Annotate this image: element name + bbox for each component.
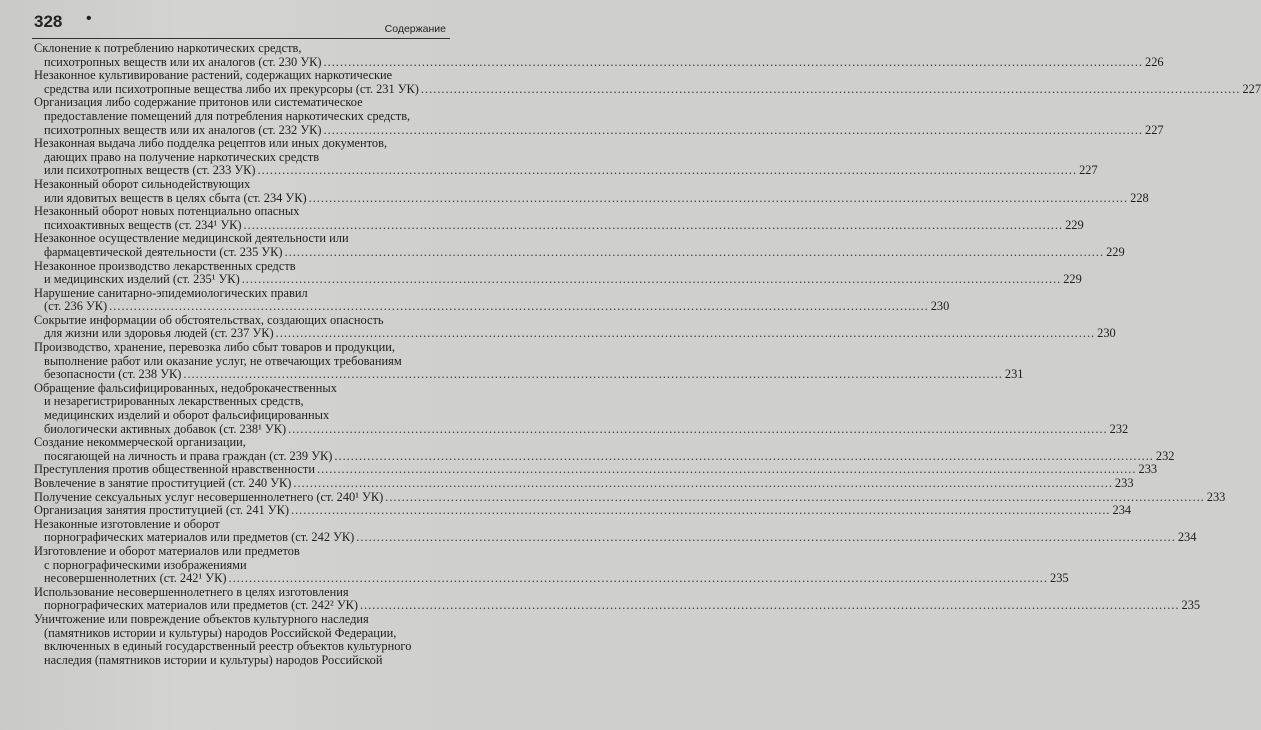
toc-entry-text: Изготовление и оборот материалов или предметов (34, 543, 300, 558)
toc-page-number: 232 (1109, 421, 1129, 436)
toc-page-number: 228 (1130, 190, 1149, 205)
toc-entry-text: посягающей на личность и права граждан (ст. 239 УК) (44, 448, 333, 463)
toc-entry-text: Незаконная выдача либо подделка рецептов или иных документов, (34, 136, 388, 151)
toc-entry-text: (памятников истории и культуры) народов Российской Федерации, (44, 625, 397, 640)
toc-entry-text: порнографических материалов или предметов (ст. 242 УК) (44, 530, 355, 545)
toc-entry-text: Вовлечение в занятие проституцией (ст. 240 УК) (34, 476, 292, 490)
toc-entry (34, 136, 1098, 178)
toc-page-number: 233 (1138, 462, 1158, 477)
toc-entry-text: Создание некоммерческой организации, (34, 435, 246, 450)
dot-leader: ........................................................................................................................................................................................................ (385, 489, 1205, 504)
toc-entry-text: медицинских изделий и оборот фальсифицированных (44, 408, 330, 423)
dot-leader: ........................................................................................................................................................................................................ (293, 476, 1113, 490)
dot-leader: ........................................................................................................................................................................................................ (275, 326, 1096, 341)
toc-entry-text: Склонение к потреблению наркотических средств, (34, 41, 302, 55)
toc-entry-text: и медицинских изделий (ст. 235¹ УК) (44, 272, 240, 287)
toc-entry (34, 613, 444, 667)
toc-page-number: 230 (930, 299, 950, 314)
header-bullet: • (86, 10, 92, 27)
toc-page-number: 227 (1242, 81, 1261, 96)
dot-leader: ........................................................................................................................................................................................................ (243, 217, 1064, 232)
toc-entry-text: Уничтожение или повреждение объектов культурного наследия (34, 611, 369, 626)
page-number: 328 (34, 12, 63, 31)
toc-entry-text: выполнение работ или оказание услуг, не отвечающих требованиям (44, 353, 402, 368)
toc-page-number: 227 (1079, 163, 1098, 178)
toc-entry (34, 68, 1261, 96)
dot-leader: ........................................................................................................................................................................................................ (290, 503, 1111, 518)
toc-entry (34, 340, 1024, 382)
toc-entry (34, 258, 1082, 287)
header-rule (32, 38, 450, 39)
toc-entry-text: или ядовитых веществ в целях сбыта (ст. 234 УК) (44, 190, 307, 205)
dot-leader: ........................................................................................................................................................................................................ (109, 299, 929, 314)
toc-entry-text: порнографических материалов или предметов (ст. 242² УК) (44, 598, 358, 613)
toc-entry-text: и незарегистрированных лекарственных средств, (44, 394, 304, 409)
dot-leader: ........................................................................................................................................................................................................ (316, 462, 1137, 477)
toc-entry (34, 462, 1158, 477)
toc-entry-text: Организация занятия проституцией (ст. 241 УК) (34, 503, 289, 518)
toc-entry-text: Незаконный оборот новых потенциально опасных (34, 204, 300, 219)
toc-page-number: 229 (1106, 244, 1125, 259)
toc-entry-text: психотропных веществ или их аналогов (ст. 232 УК) (44, 122, 322, 137)
toc-entry (34, 312, 1116, 341)
toc-entry-text: безопасности (ст. 238 УК) (44, 367, 182, 382)
toc-entry-text: Незаконные изготовление и оборот (34, 516, 220, 531)
toc-page-number: 233 (1206, 489, 1226, 504)
dot-leader: ........................................................................................................................................................................................................ (420, 81, 1241, 96)
toc-entry (34, 584, 1201, 613)
toc-entry-text: или психотропных веществ (ст. 233 УК) (44, 163, 256, 178)
toc-page-number: 229 (1065, 217, 1084, 232)
toc-entry-text: Незаконное осуществление медицинской деятельности или (34, 231, 349, 246)
toc-entry-text: Преступления против общественной нравственности (34, 462, 315, 477)
table-of-contents (34, 41, 1261, 667)
dot-leader: ........................................................................................................................................................................................................ (356, 530, 1176, 545)
toc-page-number: 226 (1145, 54, 1164, 69)
dot-leader: ........................................................................................................................................................................................................ (228, 571, 1048, 586)
page-header (0, 0, 450, 40)
toc-entry-text: наследия (памятников истории и культуры) народов Российской (44, 652, 383, 667)
dot-leader: ........................................................................................................................................................................................................ (360, 598, 1180, 613)
toc-entry-text: Незаконное культивирование растений, содержащих наркотические (34, 68, 393, 83)
toc-entry-text: предоставление помещений для потребления наркотических средств, (44, 108, 411, 123)
toc-page-number: 231 (1004, 367, 1024, 382)
toc-entry (34, 41, 1164, 69)
toc-page-number: 234 (1177, 530, 1197, 545)
toc-page-number: 230 (1097, 326, 1116, 341)
toc-page-number: 235 (1050, 571, 1069, 586)
dot-leader: ........................................................................................................................................................................................................ (183, 367, 1003, 382)
dot-leader: ........................................................................................................................................................................................................ (334, 448, 1154, 463)
toc-entry (34, 543, 1069, 586)
toc-entry-text: дающих право на получение наркотических средств (44, 149, 320, 164)
toc-page-number: 229 (1063, 272, 1082, 287)
toc-entry (34, 435, 1175, 463)
toc-entry-text: Обращение фальсифицированных, недоброкачественных (34, 380, 337, 395)
toc-entry (34, 380, 1129, 436)
dot-leader: ........................................................................................................................................................................................................ (257, 163, 1078, 178)
toc-entry (34, 516, 1197, 545)
toc-entry-text: Нарушение санитарно-эпидемиологических правил (34, 285, 308, 300)
toc-page-number: 232 (1155, 448, 1175, 463)
dot-leader: ........................................................................................................................................................................................................ (323, 122, 1144, 137)
toc-entry (34, 285, 950, 314)
dot-leader: ........................................................................................................................................................................................................ (241, 272, 1062, 287)
toc-entry-text: психотропных веществ или их аналогов (ст. 230 УК) (44, 54, 322, 69)
toc-entry (34, 204, 1084, 232)
toc-entry-text: Незаконное производство лекарственных средств (34, 258, 296, 273)
toc-entry (34, 95, 1164, 137)
toc-entry-text: Организация либо содержание притонов или систематическое (34, 95, 363, 110)
toc-entry (34, 176, 1149, 205)
toc-entry-text: психоактивных веществ (ст. 234¹ УК) (44, 217, 242, 232)
dot-leader: ........................................................................................................................................................................................................ (288, 421, 1108, 436)
toc-entry (34, 503, 1132, 518)
dot-leader: ........................................................................................................................................................................................................ (308, 190, 1129, 205)
dot-leader: ........................................................................................................................................................................................................ (284, 244, 1105, 259)
toc-entry-text: средства или психотропные вещества либо их прекурсоры (ст. 231 УК) (44, 81, 419, 96)
toc-page-number: 235 (1181, 598, 1201, 613)
toc-page-number: 227 (1145, 122, 1164, 137)
toc-entry-text: Производство, хранение, перевозка либо сбыт товаров и продукции, (34, 340, 396, 355)
toc-entry (34, 489, 1226, 505)
toc-entry-text: фармацевтической деятельности (ст. 235 УК) (44, 244, 283, 259)
toc-entry-text: Сокрытие информации об обстоятельствах, создающих опасность (34, 312, 384, 327)
toc-entry (34, 231, 1125, 259)
toc-entry-text: для жизни или здоровья людей (ст. 237 УК) (44, 326, 274, 341)
toc-entry (34, 476, 1134, 491)
toc-entry-text: включенных в единый государственный реестр объектов культурного (44, 639, 412, 654)
toc-entry-text: Использование несовершеннолетнего в целях изготовления (34, 584, 349, 599)
toc-entry-text: Незаконный оборот сильнодействующих (34, 176, 251, 191)
section-title: Содержание (384, 23, 446, 35)
toc-entry-text: несовершеннолетних (ст. 242¹ УК) (44, 571, 227, 586)
toc-page-number: 233 (1114, 476, 1134, 490)
toc-entry-text: Получение сексуальных услуг несовершеннолетнего (ст. 240¹ УК) (34, 489, 384, 504)
toc-entry-text: с порнографическими изображениями (44, 557, 247, 572)
toc-page-number: 234 (1112, 503, 1132, 518)
toc-entry-text: биологически активных добавок (ст. 238¹ УК) (44, 421, 287, 436)
dot-leader: ........................................................................................................................................................................................................ (323, 54, 1144, 69)
toc-entry-text: (ст. 236 УК) (44, 299, 108, 314)
